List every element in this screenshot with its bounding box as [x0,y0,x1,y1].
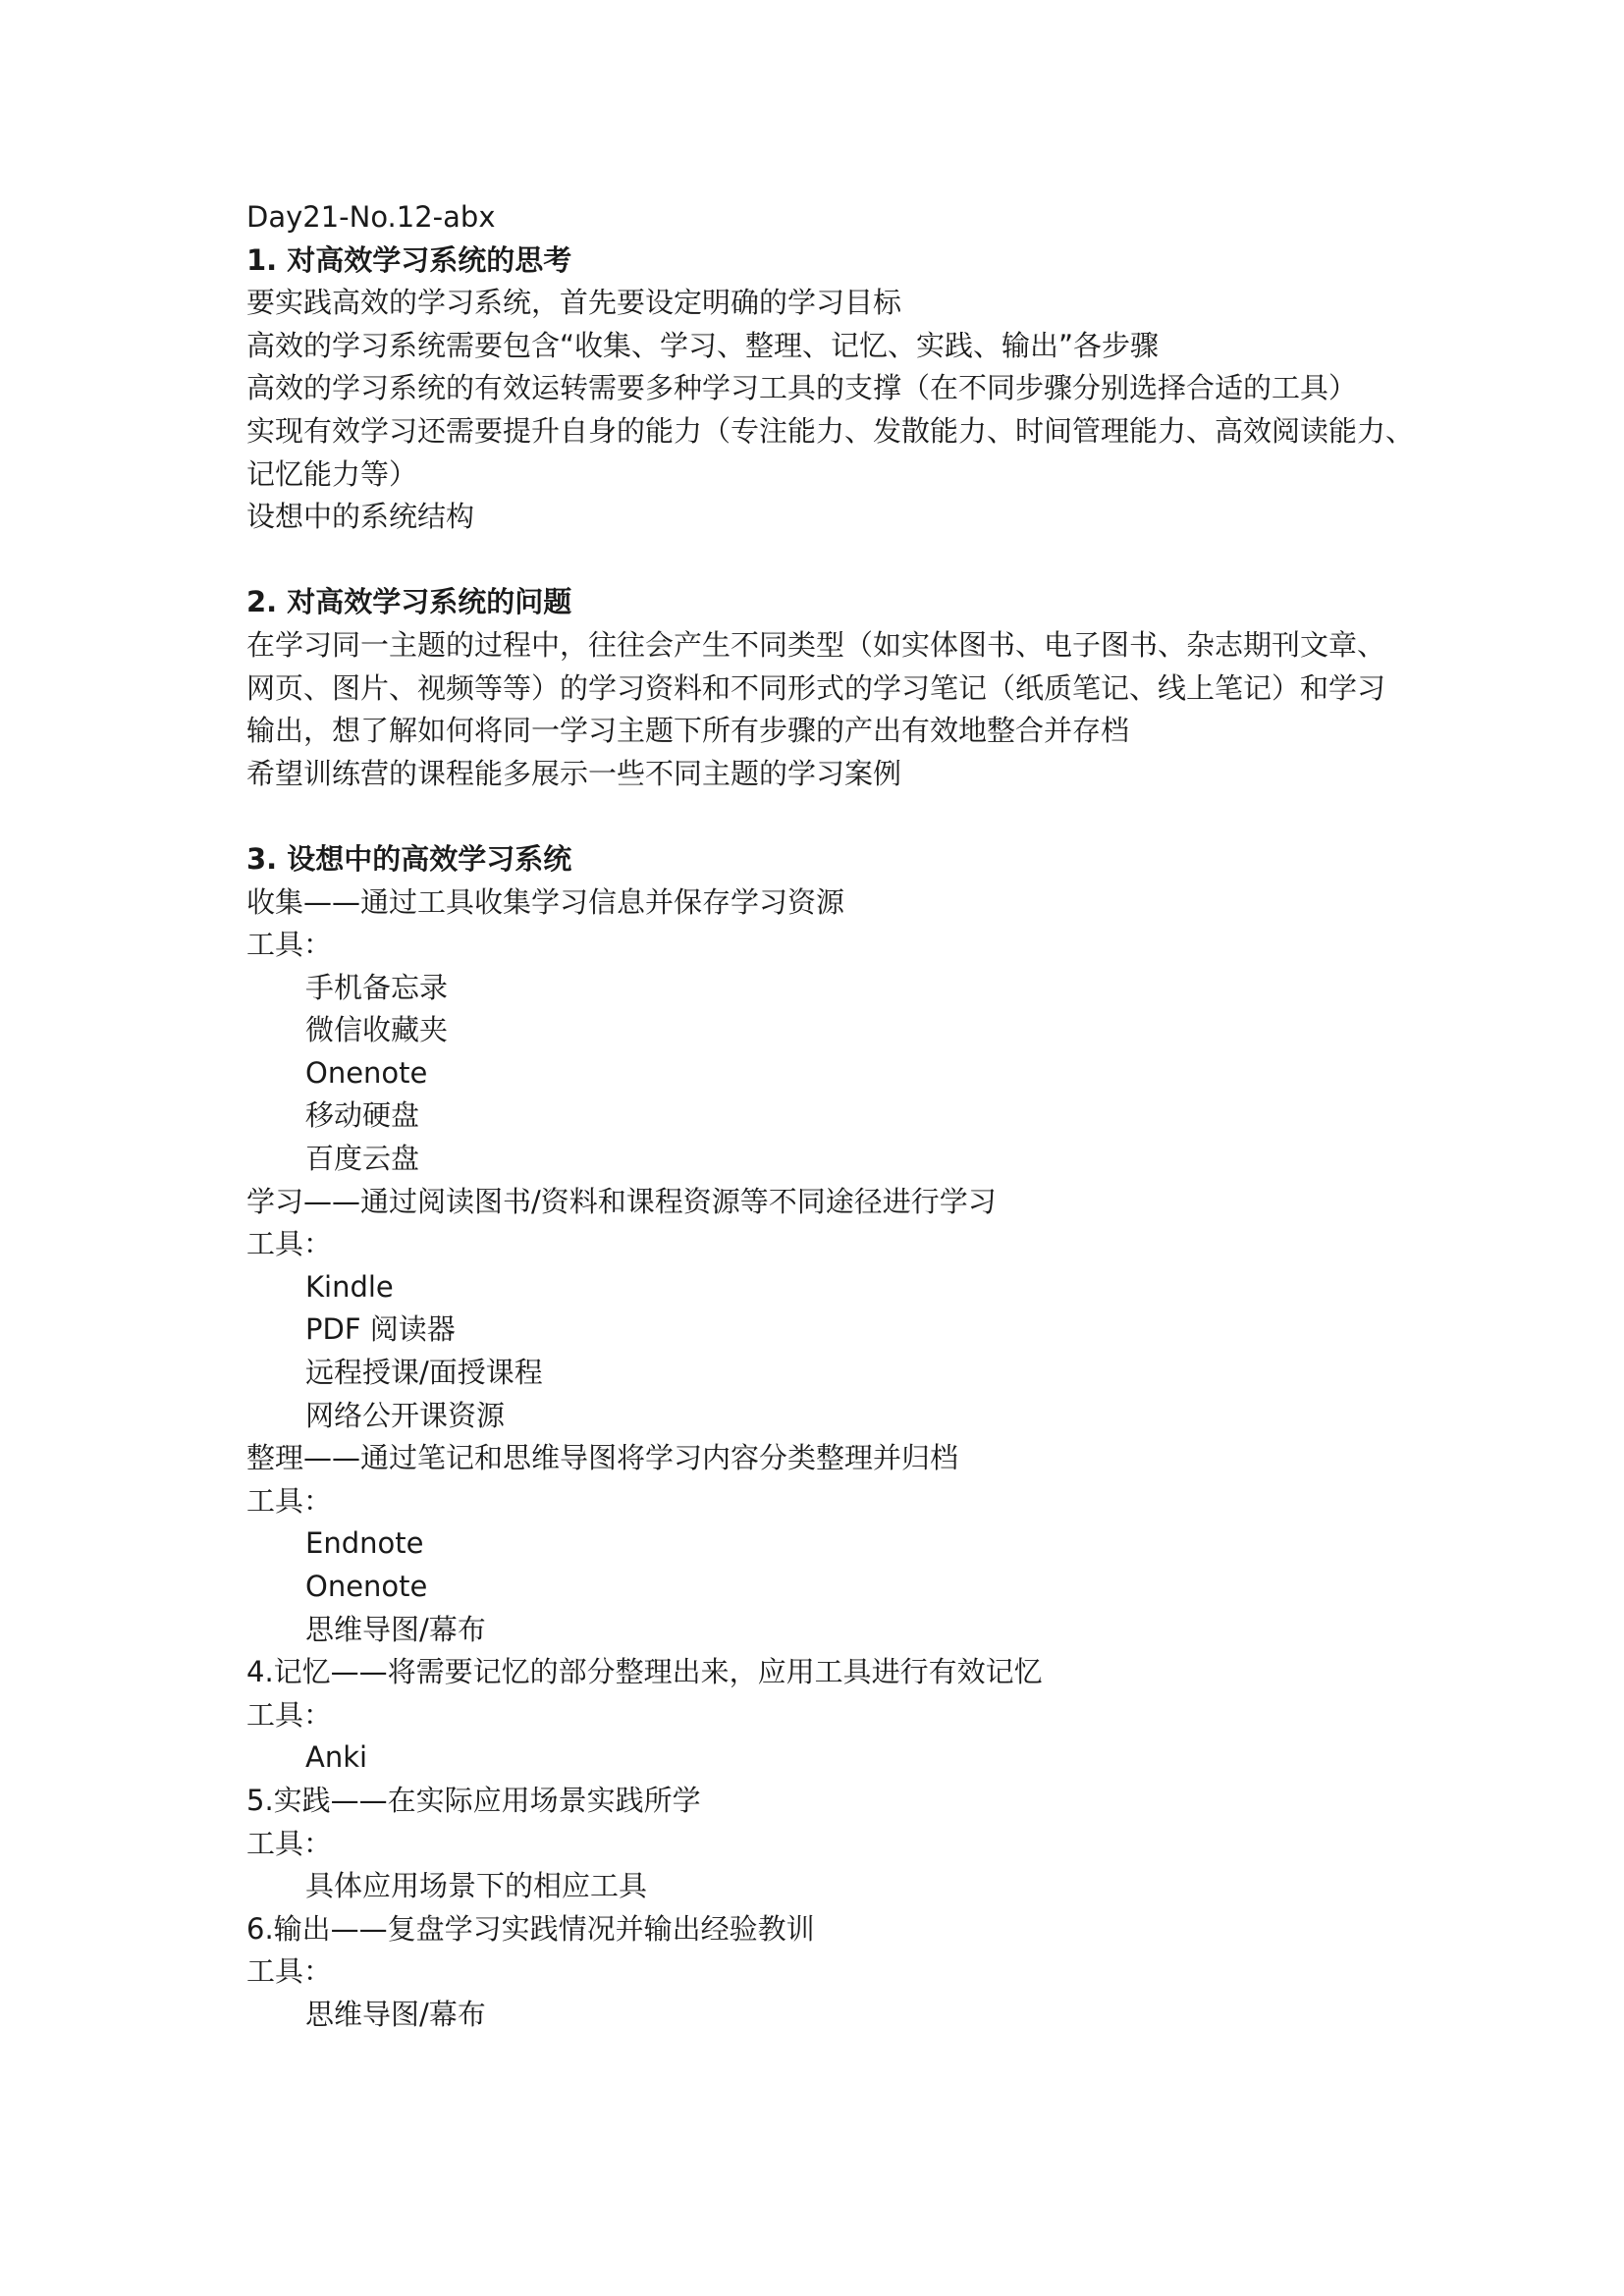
tool-item: 网络公开课资源 [305,1398,506,1432]
document-page [246,196,1425,2037]
section-3-heading: 3. 设想中的高效学习系统 [246,841,572,876]
section-1-line: 高效的学习系统需要包含“收集、学习、整理、记忆、实践、输出”各步骤 [246,328,1160,362]
tool-item: Onenote [305,1055,428,1090]
doc-title: Day21-No.12-abx [246,200,496,234]
tool-item: 手机备忘录 [305,970,449,1004]
tool-item: 思维导图/幕布 [305,1997,486,2031]
tool-item: Onenote [305,1570,428,1603]
section-2-line: 在学习同一主题的过程中，往往会产生不同类型（如实体图书、电子图书、杂志期刊文章、 [246,627,1386,662]
tool-item: Anki [305,1740,368,1775]
tool-item: 远程授课/面授课程 [305,1356,543,1390]
step-title-organize: 整理——通过笔记和思维导图将学习内容分类整理并归档 [246,1441,959,1475]
tool-item: 具体应用场景下的相应工具 [305,1869,648,1903]
tools-label: 工具： [246,1697,333,1732]
step-title-collect: 收集——通过工具收集学习信息并保存学习资源 [246,884,845,919]
tool-item: Endnote [305,1526,424,1561]
tool-item: 百度云盘 [305,1142,420,1176]
tool-item: 思维导图/幕布 [305,1612,486,1646]
section-2-line: 输出，想了解如何将同一学习主题下所有步骤的产出有效地整合并存档 [246,714,1130,748]
tools-label: 工具： [246,1954,333,1989]
section-2-line: 网页、图片、视频等等）的学习资料和不同形式的学习笔记（纸质笔记、线上笔记）和学习 [246,670,1386,705]
paragraph-gap [246,795,1425,838]
tool-item: 微信收藏夹 [305,1013,449,1047]
tools-label: 工具： [246,1483,333,1518]
tools-label: 工具： [246,928,333,962]
step-title-practice: 5.实践——在实际应用场景实践所学 [246,1783,701,1817]
section-2-heading: 2. 对高效学习系统的问题 [246,585,572,619]
step-title-learn: 学习——通过阅读图书/资料和课程资源等不同途径进行学习 [246,1184,997,1218]
tool-item: PDF 阅读器 [305,1312,456,1347]
section-2-line: 希望训练营的课程能多展示一些不同主题的学习案例 [246,756,902,790]
section-1-line: 设想中的系统结构 [246,500,475,534]
section-1-line: 要实践高效的学习系统，首先要设定明确的学习目标 [246,286,902,320]
tools-label: 工具： [246,1227,333,1261]
paragraph-gap [246,539,1425,582]
tool-item: Kindle [305,1269,394,1304]
section-1-line: 记忆能力等） [246,456,418,491]
section-1-line: 实现有效学习还需要提升自身的能力（专注能力、发散能力、时间管理能力、高效阅读能力、 [246,413,1415,448]
section-1-line: 高效的学习系统的有效运转需要多种学习工具的支撑（在不同步骤分别选择合适的工具） [246,371,1358,405]
section-1-heading: 1. 对高效学习系统的思考 [246,242,572,277]
step-title-output: 6.输出——复盘学习实践情况并输出经验教训 [246,1911,815,1946]
step-title-memorize: 4.记忆——将需要记忆的部分整理出来，应用工具进行有效记忆 [246,1655,1043,1689]
tool-item: 移动硬盘 [305,1098,420,1133]
tools-label: 工具： [246,1826,333,1860]
